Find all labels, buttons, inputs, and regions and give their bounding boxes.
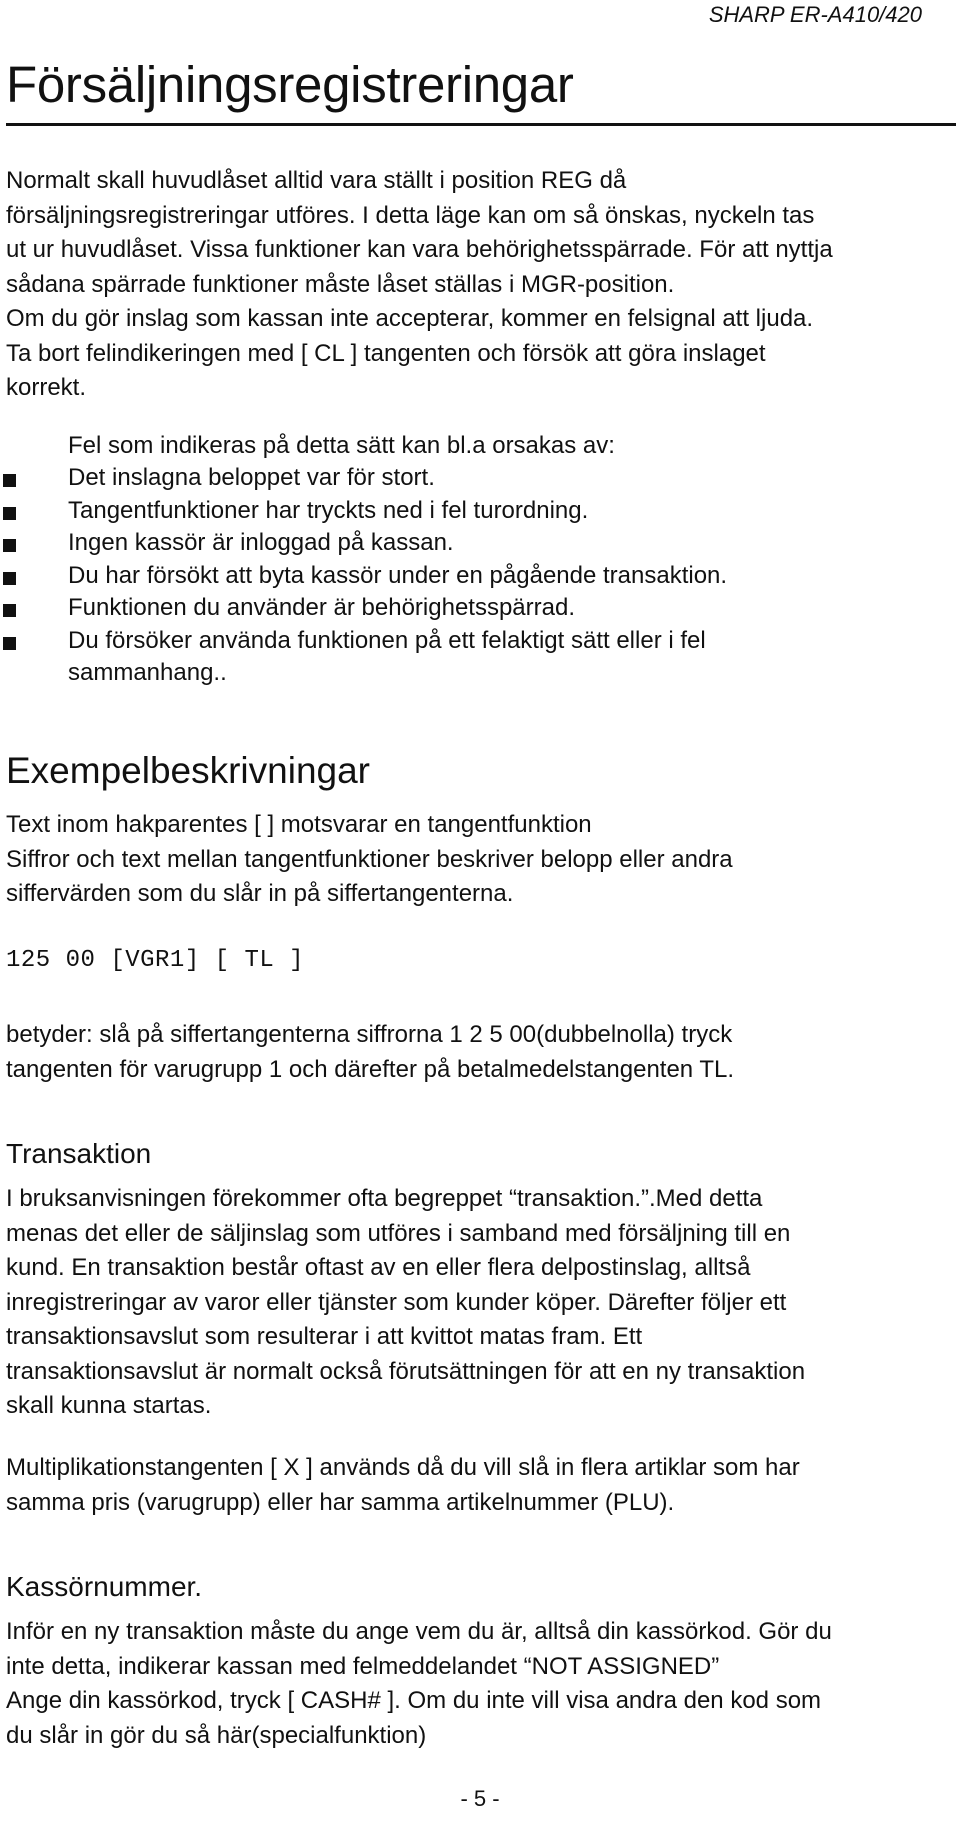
list-item-text: Det inslagna beloppet var för stort. bbox=[68, 464, 435, 491]
examples-line: Text inom hakparentes [ ] motsvarar en tangentfunktion bbox=[6, 811, 592, 838]
intro-line: Normalt skall huvudlåset alltid vara ställt i position REG då bbox=[6, 167, 627, 194]
list-item bbox=[0, 592, 727, 625]
examples-paragraph bbox=[6, 808, 946, 912]
transaction-line: kund. En transaktion består oftast av en eller flera delpostinslag, alltså bbox=[6, 1254, 751, 1281]
intro-line: Ta bort felindikeringen med [ CL ] tangenten och försök att göra inslaget bbox=[6, 339, 766, 367]
cashier-line: Inför en ny transaktion måste du ange vem du är, alltså din kassörkod. Gör du bbox=[6, 1618, 832, 1645]
list-item-text: Du försöker använda funktionen på ett felaktigt sätt eller i fel bbox=[68, 626, 706, 654]
square-bullet-icon bbox=[3, 474, 16, 487]
examples-line: Siffror och text mellan tangentfunktioner beskriver belopp eller andra bbox=[6, 845, 733, 873]
multiplication-paragraph bbox=[6, 1451, 946, 1520]
transaction-paragraph bbox=[6, 1182, 946, 1424]
title-rule bbox=[6, 123, 956, 126]
list-item bbox=[0, 495, 727, 528]
list-item bbox=[0, 560, 727, 593]
cashier-line: Ange din kassörkod, tryck [ CASH# ]. Om du inte vill visa andra den kod som bbox=[6, 1687, 822, 1714]
list-item-text: Funktionen du använder är behörighetsspärrad. bbox=[68, 594, 575, 621]
list-item-text-continued: sammanhang.. bbox=[68, 659, 227, 686]
square-bullet-icon bbox=[3, 507, 16, 520]
square-bullet-icon bbox=[3, 637, 16, 650]
intro-paragraph bbox=[6, 164, 946, 406]
meaning-line: tangenten för varugrupp 1 och därefter på betalmedelstangenten TL. bbox=[6, 1055, 735, 1083]
list-item bbox=[0, 527, 727, 560]
section-heading-cashier: Kassörnummer. bbox=[6, 1571, 203, 1602]
cashier-line: inte detta, indikerar kassan med felmeddelandet “NOT ASSIGNED” bbox=[6, 1652, 720, 1680]
cashier-line: du slår in gör du så här(specialfunktion) bbox=[6, 1721, 427, 1749]
square-bullet-icon bbox=[3, 539, 16, 552]
intro-line: Om du gör inslag som kassan inte accepterar, kommer en felsignal att ljuda. bbox=[6, 305, 814, 332]
list-item bbox=[0, 625, 727, 690]
intro-line: ut ur huvudlåset. Vissa funktioner kan vara behörighetsspärrade. För att nyttja bbox=[6, 236, 833, 263]
transaction-line: transaktionsavslut som resulterar i att kvittot matas fram. Ett bbox=[6, 1323, 643, 1350]
transaction-line: I bruksanvisningen förekommer ofta begreppet “transaktion.”.Med detta bbox=[6, 1185, 763, 1212]
cashier-paragraph bbox=[6, 1615, 946, 1753]
transaction-line: skall kunna startas. bbox=[6, 1392, 212, 1419]
transaction-line: inregistreringar av varor eller tjänster som kunder köper. Därefter följer ett bbox=[6, 1288, 787, 1316]
document-header-model: SHARP ER-A410/420 bbox=[708, 2, 922, 27]
multiplication-line: samma pris (varugrupp) eller har samma artikelnummer (PLU). bbox=[6, 1488, 675, 1516]
error-list-intro: Fel som indikeras på detta sätt kan bl.a orsakas av: bbox=[68, 432, 615, 459]
examples-line: siffervärden som du slår in på siffertangenterna. bbox=[6, 880, 514, 907]
intro-line: sådana spärrade funktioner måste låset ställas i MGR-position. bbox=[6, 270, 675, 298]
square-bullet-icon bbox=[3, 604, 16, 617]
page-number: - 5 - bbox=[460, 1786, 500, 1811]
transaction-line: menas det eller de säljinslag som utföres i samband med försäljning till en bbox=[6, 1219, 791, 1247]
section-heading-examples: Exempelbeskrivningar bbox=[6, 750, 371, 791]
transaction-line: transaktionsavslut är normalt också förutsättningen för att en ny transaktion bbox=[6, 1357, 806, 1385]
intro-line: korrekt. bbox=[6, 374, 87, 401]
multiplication-line: Multiplikationstangenten [ X ] används då du vill slå in flera artiklar som har bbox=[6, 1454, 800, 1481]
error-cause-list bbox=[0, 462, 727, 690]
meaning-line: betyder: slå på siffertangenterna siffrorna 1 2 5 00(dubbelnolla) tryck bbox=[6, 1021, 733, 1048]
example-keystroke-code: 125 00 [VGR1] [ TL ] bbox=[6, 947, 305, 974]
square-bullet-icon bbox=[3, 572, 16, 585]
list-item-text: Ingen kassör är inloggad på kassan. bbox=[68, 529, 454, 556]
section-heading-transaction: Transaktion bbox=[6, 1138, 152, 1169]
list-item-text: Tangentfunktioner har tryckts ned i fel turordning. bbox=[68, 496, 589, 524]
page-title: Försäljningsregistreringar bbox=[6, 56, 574, 113]
list-item-text: Du har försökt att byta kassör under en pågående transaktion. bbox=[68, 561, 728, 589]
list-item bbox=[0, 462, 727, 495]
example-meaning-paragraph bbox=[6, 1018, 946, 1087]
intro-line: försäljningsregistreringar utföres. I detta läge kan om så önskas, nyckeln tas bbox=[6, 201, 815, 229]
